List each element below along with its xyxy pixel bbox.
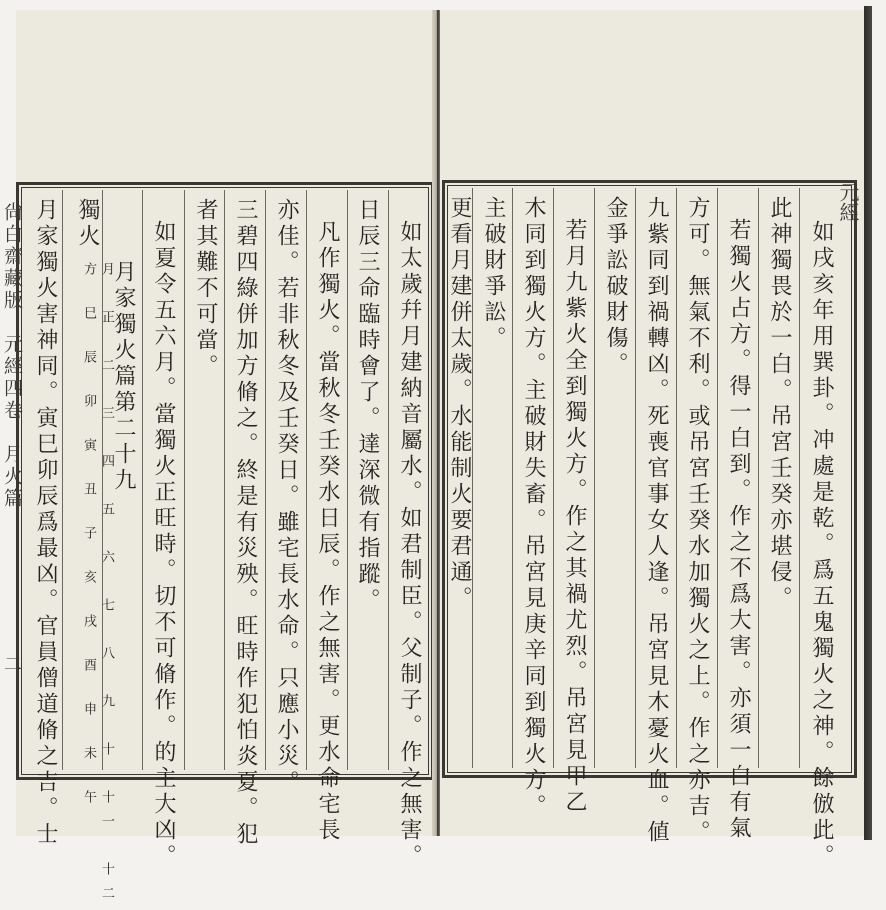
left-col-4: 亦佳。若非秋冬及壬癸日。雖宅長水命。只應小災。 <box>274 198 299 796</box>
left-col-5: 三碧四綠併加方脩之。終是有災殃。旺時作犯怕炎夏。犯 <box>233 198 258 848</box>
right-col-7: 若月九紫火全到獨火方。作之其禍尤烈。吊宮見甲乙 <box>562 218 587 816</box>
right-col-3: 若獨火占方。得一白到。作之不爲大害。亦須一白有氣 <box>726 218 751 842</box>
margin-title: 尙白齋藏版 元經四卷 月火篇 <box>1 202 23 510</box>
chapter-heading: 月家獨火篇第二十九 <box>111 260 136 494</box>
right-col-2: 此神獨畏於一白。吊宮壬癸亦堪侵。 <box>767 196 792 612</box>
left-col-3: 凡作獨火。當秋冬壬癸水日辰。作之無害。更水命宅長 <box>315 220 340 844</box>
column-rule <box>347 190 348 770</box>
page-number: 二 <box>4 654 22 675</box>
left-col-6: 者其難不可當。 <box>193 198 218 380</box>
right-page <box>440 10 864 870</box>
book-edge <box>864 6 872 840</box>
column-rule <box>306 190 307 770</box>
column-rule <box>553 188 554 768</box>
edge-mark: 元經 <box>836 182 860 222</box>
column-rule <box>224 190 225 770</box>
column-rule <box>472 188 473 768</box>
table-directions-row: 方 巳 辰 卯 寅 丑 子 亥 戌 酉 申 未 午 <box>81 262 96 812</box>
column-rule <box>142 190 143 770</box>
right-col-5: 九紫同到禍轉凶。死喪官事女人逢。吊宮見木憂火血。値 <box>644 196 669 846</box>
column-rule <box>184 190 185 770</box>
left-col-1: 如太歲幷月建納音屬水。如君制臣。父制子。作之無害。 <box>397 220 422 870</box>
column-rule <box>758 188 759 768</box>
column-rule <box>62 190 63 770</box>
column-rule <box>676 188 677 768</box>
left-col-verse: 月家獨火害神同。寅巳卯辰爲最凶。官員僧道脩之吉。士 <box>33 198 58 848</box>
column-rule <box>717 188 718 768</box>
table-months-row: 月 正 二 三 四 五 六 七 八 九 十 十一 十二 <box>99 262 114 910</box>
column-rule <box>799 188 800 768</box>
right-col-6: 金爭訟破財傷。 <box>603 196 628 378</box>
right-col-1: 如戌亥年用巽卦。冲處是乾。爲五鬼獨火之神。餘倣此。 <box>809 220 834 870</box>
column-rule <box>388 190 389 770</box>
column-rule <box>594 188 595 768</box>
column-rule <box>512 188 513 768</box>
right-col-4: 方可。無氣不利。或吊宮壬癸水加獨火之上。作之亦吉。 <box>685 196 710 846</box>
left-page <box>1 10 436 910</box>
column-rule <box>265 190 266 770</box>
right-col-9: 主破財爭訟。 <box>481 196 506 352</box>
left-col-7: 如夏令五六月。當獨火正旺時。切不可脩作。的主大凶。 <box>151 220 176 870</box>
left-col-2: 日辰三命臨時會了。達深微有指蹤。 <box>355 198 380 614</box>
right-col-8: 木同到獨火方。主破財失畜。吊宮見庚辛同到獨火方。 <box>521 196 546 820</box>
right-col-10: 更看月建併太歲。水能制火要君通。 <box>447 196 472 612</box>
table-label: 獨火 <box>75 198 100 250</box>
column-rule <box>635 188 636 768</box>
